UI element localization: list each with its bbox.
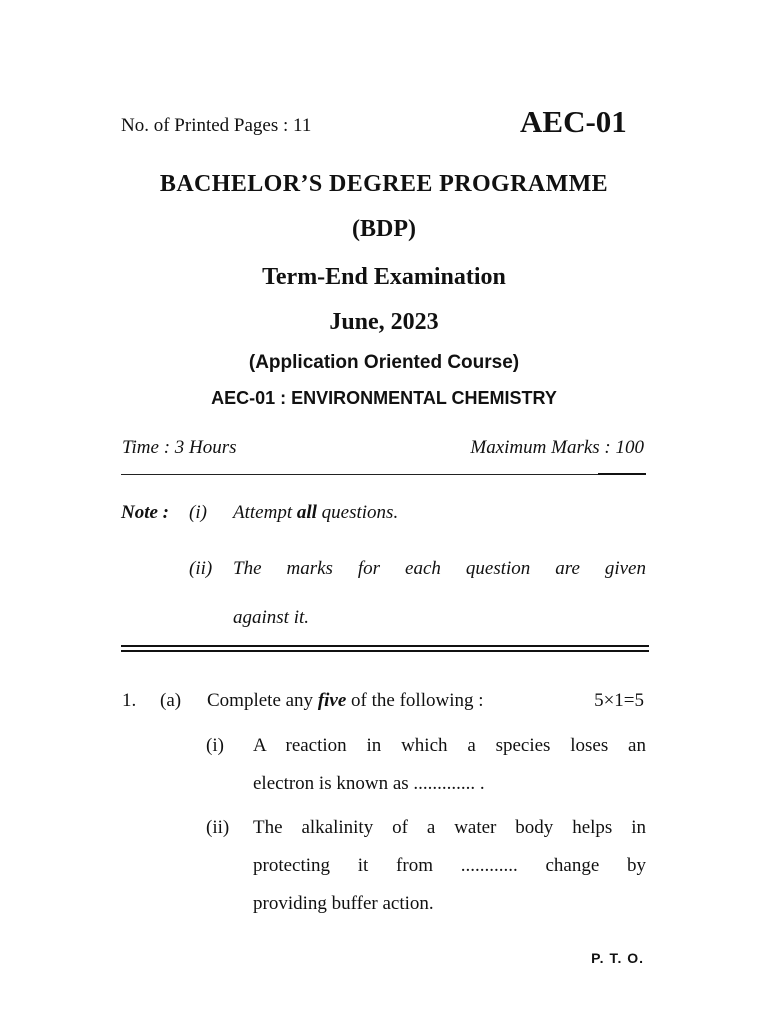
subject-title: AEC-01 : ENVIRONMENTAL CHEMISTRY	[211, 388, 557, 408]
subquestion-text: The alkalinity of a water body helps in	[253, 817, 646, 838]
exam-session: June, 2023	[329, 309, 439, 335]
subquestion-text: A reaction in which a species loses an	[253, 735, 646, 756]
exam-time: Time : 3 Hours	[122, 437, 237, 458]
question-emphasis: five	[317, 690, 347, 711]
double-rule-top	[121, 645, 649, 647]
question-text: Complete any five of the following :	[207, 690, 484, 711]
page-turn-over: P. T. O.	[591, 950, 644, 966]
programme-title: BACHELOR’S DEGREE PROGRAMME	[159, 171, 609, 197]
subquestion-text: protecting it from ............ change by	[253, 855, 646, 876]
question-part: (a)	[160, 690, 182, 711]
printed-pages-count: No. of Printed Pages : 11	[121, 115, 312, 136]
question-number: 1.	[122, 690, 137, 711]
note-emphasis: all	[296, 502, 317, 523]
note-item-text-continued: against it.	[233, 607, 310, 628]
exam-title: Term-End Examination	[262, 264, 506, 290]
double-rule-bottom	[121, 650, 649, 652]
note-item-number: (i)	[189, 502, 207, 523]
course-code: AEC-01	[520, 104, 627, 139]
subquestion-text: electron is known as ............. .	[253, 773, 485, 794]
programme-abbrev: (BDP)	[352, 216, 416, 242]
divider-line-accent	[598, 473, 646, 475]
divider-line	[121, 474, 646, 475]
question-marks: 5×1=5	[594, 690, 644, 711]
subquestion-number: (ii)	[206, 817, 230, 838]
note-item-text: The marks for each question are given	[233, 558, 646, 579]
max-marks: Maximum Marks : 100	[470, 437, 644, 458]
subquestion-number: (i)	[206, 735, 224, 756]
note-item-number: (ii)	[189, 558, 213, 579]
note-label: Note :	[121, 502, 170, 523]
note-item-text: Attempt all questions.	[233, 502, 399, 523]
subquestion-text: providing buffer action.	[253, 893, 434, 914]
course-type: (Application Oriented Course)	[248, 352, 520, 373]
